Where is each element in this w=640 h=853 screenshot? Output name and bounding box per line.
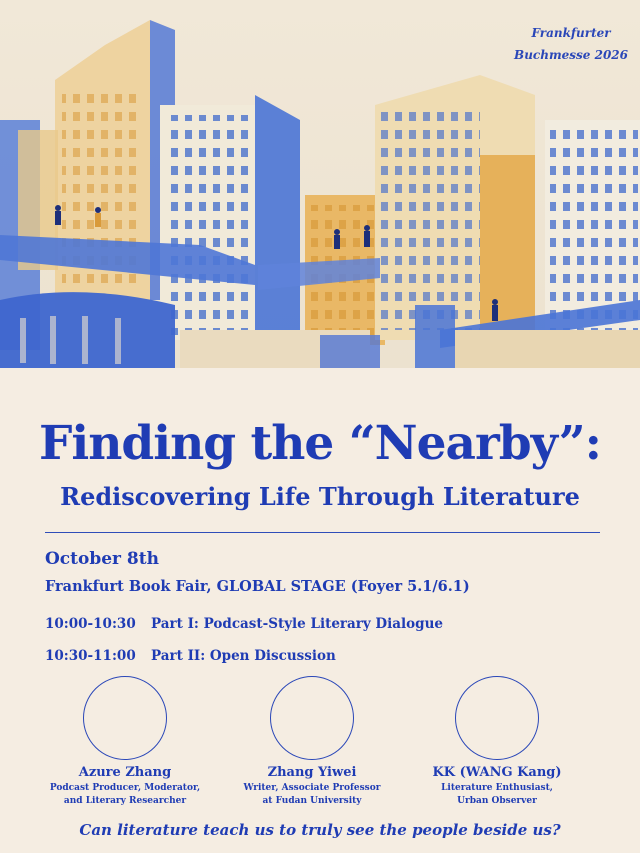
event-title: Finding the “Nearby”: bbox=[38, 416, 602, 471]
brand-line-2: Buchmesse 2026 bbox=[514, 48, 628, 62]
speaker-card bbox=[25, 676, 225, 808]
event-venue: Frankfurt Book Fair, GLOBAL STAGE (Foyer 5.1/6.1) bbox=[45, 578, 470, 595]
brand-line-1: Frankfurter bbox=[531, 26, 611, 40]
speaker-photo-placeholder bbox=[455, 676, 539, 760]
speaker-name: Azure Zhang bbox=[78, 765, 172, 780]
speaker-name: Zhang Yiwei bbox=[267, 765, 357, 780]
speaker-role: Literature Enthusiast, Urban Observer bbox=[441, 783, 553, 806]
speaker-photo-placeholder bbox=[270, 676, 354, 760]
divider bbox=[45, 532, 600, 533]
schedule-item bbox=[45, 613, 443, 635]
speaker-card bbox=[397, 676, 597, 808]
schedule-item bbox=[45, 645, 336, 667]
schedule-time: 10:00-10:30 bbox=[45, 616, 136, 632]
speaker-name: KK (WANG Kang) bbox=[432, 765, 562, 780]
event-date: October 8th bbox=[45, 549, 159, 569]
closing-question: Can literature teach us to truly see the people beside us? bbox=[79, 821, 561, 839]
event-subtitle: Rediscovering Life Through Literature bbox=[60, 482, 580, 511]
speaker-photo-placeholder bbox=[83, 676, 167, 760]
speaker-role: Writer, Associate Professor at Fudan University bbox=[243, 783, 381, 806]
schedule-label: Part I: Podcast-Style Literary Dialogue bbox=[151, 616, 443, 632]
schedule-time: 10:30-11:00 bbox=[45, 648, 136, 664]
brand-mark bbox=[514, 22, 628, 66]
speaker-card bbox=[212, 676, 412, 808]
speaker-role: Podcast Producer, Moderator, and Literary Researcher bbox=[49, 783, 201, 806]
schedule-label: Part II: Open Discussion bbox=[151, 648, 336, 664]
